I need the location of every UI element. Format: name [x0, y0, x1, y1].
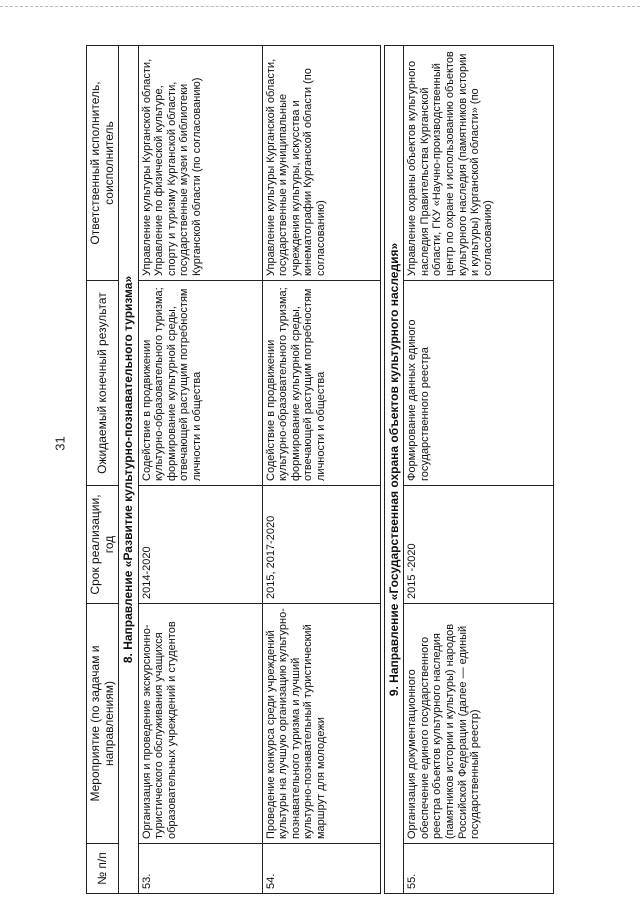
- header-result: Ожидаемый конечный результат: [87, 281, 119, 486]
- header-num: № п/п: [87, 844, 119, 894]
- row-term: 2015, 2017-2020: [262, 486, 380, 604]
- scan-edge-line: [0, 6, 640, 7]
- page-number: 31: [52, 436, 68, 451]
- row-executor: Управление культуры Курганской области, государственные и муниципальные учреждения культуры, искусства и кинематографии Курганской области (по согласованию): [262, 46, 380, 281]
- row-activity: Проведение конкурса среди учреждений культуры на лучшую организацию культурно-познавательного туризма и лучший культурно-познавательный туристический маршрут для молодежи: [262, 604, 380, 844]
- header-executor: Ответственный исполнитель, соисполнитель: [87, 46, 119, 281]
- row-num: 55.: [404, 844, 554, 894]
- row-executor: Управление охраны объектов культурного наследия Правительства Курганской области, ГКУ «Научно-производственный центр по охране и использованию объектов культурного наследия (памятников истории и культуры) Курганской области» (по согласованию): [404, 46, 554, 281]
- section-title: 9. Направление «Государственная охрана объектов культурного наследия»: [384, 46, 404, 894]
- section-title: 8. Направление «Развитие культурно-познавательного туризма»: [119, 46, 139, 894]
- row-result: Содействие в продвижении культурно-образовательного туризма; формирование культурной среды, отвечающей растущим потребностям личности и общества: [262, 281, 380, 486]
- header-term: Срок реализации, год: [87, 486, 119, 604]
- rotated-table-page: [86, 46, 608, 894]
- row-term: 2015 -2020: [404, 486, 554, 604]
- row-activity: Организация и проведение экскурсионно-туристического обслуживания учащихся образовательных учреждений и студентов: [138, 604, 262, 844]
- table-row: [404, 46, 554, 894]
- row-executor: Управление культуры Курганской области, Управление по физической культуре, спорту и туризму Курганской области, государственные музеи и библиотеки Курганской области (по согласованию): [138, 46, 262, 281]
- section-row: [384, 46, 404, 894]
- row-result: Формирование данных единого государственного реестра: [404, 281, 554, 486]
- table-row: [262, 46, 380, 894]
- row-num: 53.: [138, 844, 262, 894]
- table-header-row: [87, 46, 119, 894]
- row-result: Содействие в продвижении культурно-образовательного туризма; формирование культурной среды, отвечающей растущим потребностям личности и общества: [138, 281, 262, 486]
- section-row: [119, 46, 139, 894]
- activities-table: [86, 45, 554, 894]
- table-row: [138, 46, 262, 894]
- row-activity: Организация документационного обеспечение единого государственного реестра объектов культурного наследия (памятников истории и культуры) народов Российской Федерации (далее — единый государственный реестр): [404, 604, 554, 844]
- row-term: 2014-2020: [138, 486, 262, 604]
- row-num: 54.: [262, 844, 380, 894]
- header-activity: Мероприятие (по задачам и направлениям): [87, 604, 119, 844]
